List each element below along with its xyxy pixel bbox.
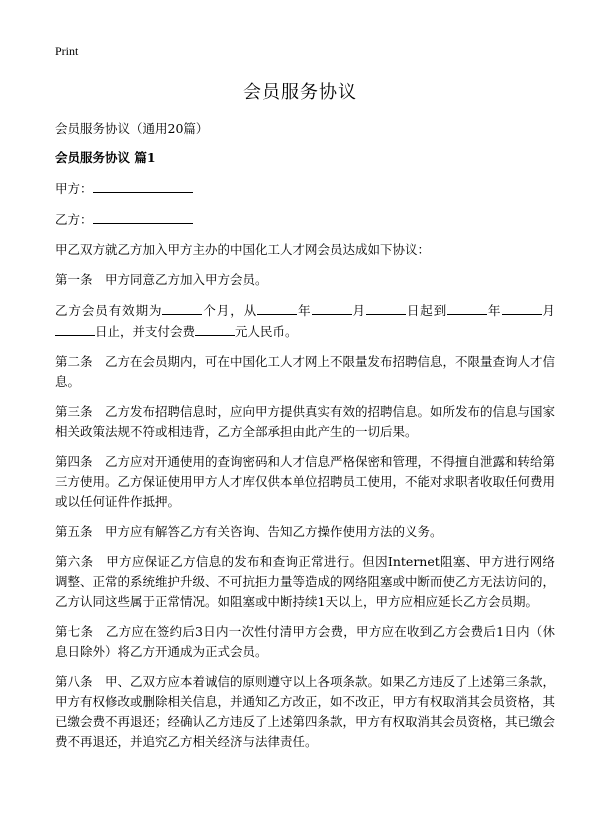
article-7: 第七条 乙方应在签约后3日内一次性付清甲方会费，甲方应在收到乙方会费后1日内（休息日除外）将乙方开通成为正式会员。 bbox=[55, 624, 555, 659]
intro-paragraph: 甲乙双方就乙方加入甲方主办的中国化工人才网会员达成如下协议： bbox=[55, 242, 431, 257]
article-6: 第六条 甲方应保证乙方信息的发布和查询正常进行。但因Internet阻塞、甲方进行网络调整、正常的系统维护升级、不可抗拒力量等造成的网络阻塞或中断而使乙方无法访问的，乙方认同这些属于正常情况。如阻塞或中断持续1天以上，甲方应相应延长乙方会员期。 bbox=[55, 554, 556, 609]
party-b-label: 乙方： bbox=[55, 212, 93, 227]
document-title: 会员服务协议 bbox=[243, 82, 357, 103]
membership-term-paragraph bbox=[55, 300, 555, 342]
term-blank-end-year bbox=[447, 300, 487, 315]
term-blank-months bbox=[162, 300, 202, 315]
article-1: 第一条 甲方同意乙方加入甲方会员。 bbox=[55, 272, 268, 287]
article-8: 第八条 甲、乙双方应本着诚信的原则遵守以上各项条款。如果乙方违反了上述第三条款，甲方有权修改或删除相关信息，并通知乙方改正，如不改正，甲方有权取消其会员资格，其已缴会费不再退还；经确认乙方违反了上述第四条款，甲方有权取消其会员资格，其已缴会费不再退还，并追究乙方相关经济与法律责任。 bbox=[55, 674, 556, 749]
term-blank-fee bbox=[195, 321, 235, 336]
term-text-2: 个月，从 bbox=[202, 303, 258, 318]
party-b-blank bbox=[93, 209, 193, 224]
article-5: 第五条 甲方应有解答乙方有关咨询、告知乙方操作使用方法的义务。 bbox=[55, 524, 443, 539]
print-label: Print bbox=[55, 44, 79, 58]
term-blank-start-month bbox=[312, 300, 352, 315]
term-text-5: 日起到 bbox=[405, 303, 448, 318]
party-b-line bbox=[55, 209, 555, 230]
term-text-1: 乙方会员有效期为 bbox=[55, 303, 163, 318]
term-text-8: 日止，并支付会费 bbox=[95, 324, 196, 339]
article-4: 第四条 乙方应对开通使用的查询密码和人才信息严格保密和管理，不得擅自泄露和转给第三方使用。乙方保证使用甲方人才库仅供本单位招聘员工使用，不能对求职者收取任何费用或以任何证件作抵押。 bbox=[55, 454, 556, 509]
party-a-line bbox=[55, 178, 555, 199]
term-blank-end-day bbox=[55, 321, 95, 336]
document-body bbox=[55, 119, 555, 762]
term-text-6: 年 bbox=[487, 303, 502, 318]
term-text-7: 月 bbox=[541, 303, 555, 318]
term-text-3: 年 bbox=[297, 303, 312, 318]
section-heading: 会员服务协议 篇1 bbox=[55, 150, 156, 165]
article-3: 第三条 乙方发布招聘信息时，应向甲方提供真实有效的招聘信息。如所发布的信息与国家相关政策法规不符或相违背，乙方全部承担由此产生的一切后果。 bbox=[55, 404, 556, 439]
term-blank-start-day bbox=[366, 300, 406, 315]
article-2: 第二条 乙方在会员期内，可在中国化工人才网上不限量发布招聘信息，不限量查询人才信息。 bbox=[55, 354, 556, 389]
term-text-4: 月 bbox=[351, 303, 366, 318]
party-a-label: 甲方： bbox=[55, 181, 93, 196]
term-blank-start-year bbox=[257, 300, 297, 315]
term-text-9: 元人民币。 bbox=[235, 324, 298, 339]
document-subtitle: 会员服务协议（通用20篇） bbox=[55, 121, 209, 136]
party-a-blank bbox=[93, 178, 193, 193]
term-blank-end-month bbox=[502, 300, 542, 315]
